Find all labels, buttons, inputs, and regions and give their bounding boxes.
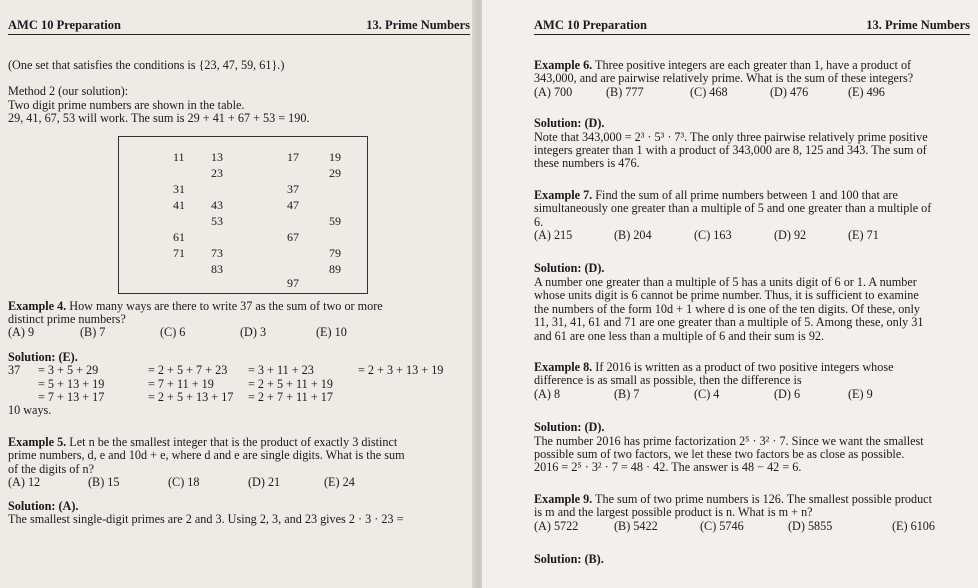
ex4-ways: 10 ways. <box>8 403 52 418</box>
ex4-choice-c: (C) 6 <box>160 325 186 340</box>
ex7-sol5: and 61 are one less than a multiple of 6 and their sum is 92. <box>534 328 825 343</box>
ex4-prompt <box>8 300 470 313</box>
ex9-choice-d: (D) 5855 <box>788 518 833 533</box>
prime-number-cell: 67 <box>287 229 299 244</box>
prime-number-cell: 17 <box>287 149 299 164</box>
ex7-sol3: the numbers of the form 10d + 1 where d is one of the ten digits. Of these, only <box>534 301 920 316</box>
ex5-text3: of the digits of n? <box>8 461 94 476</box>
left-header <box>8 0 470 35</box>
ex6-sol1: Note that 343,000 = 2³ · 5³ · 7³. The only three pairwise relatively prime positive <box>534 129 928 144</box>
prime-number-cell: 83 <box>211 261 223 276</box>
ex4-solution-grid <box>8 364 470 404</box>
sol-cell: = 2 + 5 + 13 + 17 <box>148 390 234 405</box>
ex4-choice-a: (A) 9 <box>8 325 35 340</box>
ex9-label: Example 9. <box>534 491 593 506</box>
ex9-prompt <box>534 493 970 506</box>
method2-heading: Method 2 (our solution): <box>8 84 129 99</box>
prime-table <box>118 136 368 294</box>
ex5-solution: Solution: (A). <box>8 498 79 513</box>
ex4-solution: Solution: (E). <box>8 349 78 364</box>
sol-cell: = 5 + 13 + 19 <box>38 376 105 391</box>
ex6-choice-a: (A) 700 <box>534 84 573 99</box>
prime-number-cell: 37 <box>287 181 299 196</box>
prime-number-cell: 79 <box>329 245 341 260</box>
ex9-choice-b: (B) 5422 <box>614 518 658 533</box>
ex7-choice-d: (D) 92 <box>774 228 807 243</box>
sol-cell: = 3 + 11 + 23 <box>248 363 314 378</box>
left-header-chapter: 13. Prime Numbers <box>366 18 470 32</box>
left-page <box>0 0 478 588</box>
sol-cell: = 2 + 3 + 13 + 19 <box>358 363 444 378</box>
right-header <box>534 0 970 35</box>
ex5-sol-line: The smallest single-digit primes are 2 and 3. Using 2, 3, and 23 gives 2 · 3 · 23 = <box>8 511 404 526</box>
prime-number-cell: 11 <box>173 149 185 164</box>
ex5-choice-d: (D) 21 <box>248 475 281 490</box>
prime-number-cell: 43 <box>211 197 223 212</box>
ex7-label: Example 7. <box>534 187 593 202</box>
prime-number-cell: 71 <box>173 245 185 260</box>
prime-number-cell: 31 <box>173 181 185 196</box>
ex4-choice-d: (D) 3 <box>240 325 267 340</box>
ex7-choice-b: (B) 204 <box>614 228 652 243</box>
ex8-solution: Solution: (D). <box>534 420 605 435</box>
ex5-label: Example 5. <box>8 434 67 449</box>
prime-number-cell: 47 <box>287 197 299 212</box>
ex7-text2: simultaneously one greater than a multiple of 5 and one greater than a multiple of <box>534 201 932 216</box>
ex6-choice-d: (D) 476 <box>770 84 809 99</box>
ex8-sol3: 2016 = 2⁵ · 3² · 7 = 48 · 42. The answer is 48 − 42 = 6. <box>534 460 802 475</box>
right-header-chapter: 13. Prime Numbers <box>866 18 970 32</box>
prime-number-cell: 41 <box>173 197 185 212</box>
ex8-prompt <box>534 361 970 374</box>
ex9-choices <box>534 520 970 533</box>
intro-set: (One set that satisfies the conditions is {23, 47, 59, 61}.) <box>8 58 285 72</box>
ex6-choice-e: (E) 496 <box>848 84 885 99</box>
sol-cell <box>8 391 38 404</box>
ex4-text2: distinct prime numbers? <box>8 312 126 327</box>
prime-number-cell: 19 <box>329 149 341 164</box>
prime-number-cell: 73 <box>211 245 223 260</box>
ex7-text1: Find the sum of all prime numbers between 1 and 100 that are <box>592 187 898 202</box>
ex5-text1: Let n be the smallest integer that is the product of exactly 3 distinct <box>66 434 398 449</box>
sol-cell: = 7 + 11 + 19 <box>148 376 214 391</box>
sol-cell: = 3 + 5 + 29 <box>38 363 99 378</box>
sol-cell: 37 <box>8 363 21 378</box>
ex9-solution: Solution: (B). <box>534 551 604 566</box>
ex7-prompt <box>534 189 970 202</box>
ex8-choices <box>534 388 970 401</box>
right-page <box>482 0 978 588</box>
ex4-text1: How many ways are there to write 37 as the sum of two or more <box>66 298 383 313</box>
ex8-text2: difference is as small as possible, then the difference is <box>534 373 802 388</box>
ex9-text2: is m and the largest possible product is n. What is m + n? <box>534 505 813 520</box>
ex8-sol2: possible sum of two factors, we let these two factors be as close as possible. <box>534 446 905 461</box>
ex5-choices <box>8 476 470 489</box>
ex5-text2: prime numbers, d, e and 10d + e, where d and e are single digits. What is the sum <box>8 448 405 463</box>
ex6-text2: 343,000, and are pairwise relatively prime. What is the sum of these integers? <box>534 71 914 86</box>
ex8-choice-e: (E) 9 <box>848 386 873 401</box>
ex9-choice-e: (E) 6106 <box>892 518 935 533</box>
ex8-text1: If 2016 is written as a product of two positive integers whose <box>592 359 894 374</box>
ex4-choices <box>8 326 470 339</box>
ex5-choice-e: (E) 24 <box>324 475 355 490</box>
ex5-choice-c: (C) 18 <box>168 475 200 490</box>
ex5-choice-b: (B) 15 <box>88 475 120 490</box>
ex8-choice-a: (A) 8 <box>534 386 561 401</box>
ex9-choice-a: (A) 5722 <box>534 518 579 533</box>
sol-cell <box>8 378 38 391</box>
prime-number-cell: 13 <box>211 149 223 164</box>
method2-line2: 29, 41, 67, 53 will work. The sum is 29 + 41 + 67 + 53 = 190. <box>8 111 310 126</box>
ex9-choice-c: (C) 5746 <box>700 518 744 533</box>
prime-number-cell: 97 <box>287 275 299 290</box>
ex7-choice-e: (E) 71 <box>848 228 879 243</box>
ex7-solution: Solution: (D). <box>534 261 605 276</box>
ex6-prompt <box>534 59 970 72</box>
ex7-sol2: whose units digit is 6 cannot be prime number. Thus, it is sufficient to examine <box>534 288 919 303</box>
ex5-prompt <box>8 436 470 449</box>
ex7-sol1: A number one greater than a multiple of 5 has a units digit of 6 or 1. A number <box>534 274 917 289</box>
ex9-text1: The sum of two prime numbers is 126. The smallest possible product <box>592 491 932 506</box>
ex8-choice-d: (D) 6 <box>774 386 801 401</box>
sol-cell <box>358 378 458 391</box>
ex8-label: Example 8. <box>534 359 593 374</box>
sol-cell <box>358 391 458 404</box>
sol-cell: = 2 + 7 + 11 + 17 <box>248 390 333 405</box>
ex6-solution: Solution: (D). <box>534 116 605 131</box>
prime-number-cell: 59 <box>329 213 341 228</box>
prime-number-cell: 89 <box>329 261 341 276</box>
right-header-title: AMC 10 Preparation <box>534 18 647 32</box>
sol-cell: = 7 + 13 + 17 <box>38 390 105 405</box>
ex4-choice-e: (E) 10 <box>316 325 347 340</box>
ex6-choices <box>534 86 970 99</box>
ex7-text3: 6. <box>534 214 544 229</box>
ex6-sol2: integers greater than 1 with a product of 343,000 are 8, 125 and 343. The sum of <box>534 143 927 158</box>
left-header-title: AMC 10 Preparation <box>8 18 121 32</box>
prime-number-cell: 53 <box>211 213 223 228</box>
ex7-sol4: 11, 31, 41, 61 and 71 are one greater than a multiple of 5. Among these, only 31 <box>534 315 924 330</box>
ex6-sol3: these numbers is 476. <box>534 156 640 171</box>
prime-number-cell: 29 <box>329 165 341 180</box>
ex8-choice-c: (C) 4 <box>694 386 720 401</box>
ex7-choice-c: (C) 163 <box>694 228 732 243</box>
method2-line1: Two digit prime numbers are shown in the table. <box>8 97 245 112</box>
sol-cell: = 2 + 5 + 7 + 23 <box>148 363 228 378</box>
ex5-choice-a: (A) 12 <box>8 475 41 490</box>
ex6-text1: Three positive integers are each greater than 1, have a product of <box>592 58 912 72</box>
ex7-choice-a: (A) 215 <box>534 228 573 243</box>
ex6-choice-c: (C) 468 <box>690 84 728 99</box>
prime-number-cell: 61 <box>173 229 185 244</box>
sol-cell: = 2 + 5 + 11 + 19 <box>248 376 333 391</box>
ex4-choice-b: (B) 7 <box>80 325 106 340</box>
ex8-choice-b: (B) 7 <box>614 386 640 401</box>
ex7-choices <box>534 229 970 242</box>
ex6-label: Example 6. <box>534 58 593 72</box>
ex8-sol1: The number 2016 has prime factorization 2⁵ · 3² · 7. Since we want the smallest <box>534 433 924 448</box>
ex4-label: Example 4. <box>8 298 67 313</box>
ex6-choice-b: (B) 777 <box>606 84 644 99</box>
prime-number-cell: 23 <box>211 165 223 180</box>
